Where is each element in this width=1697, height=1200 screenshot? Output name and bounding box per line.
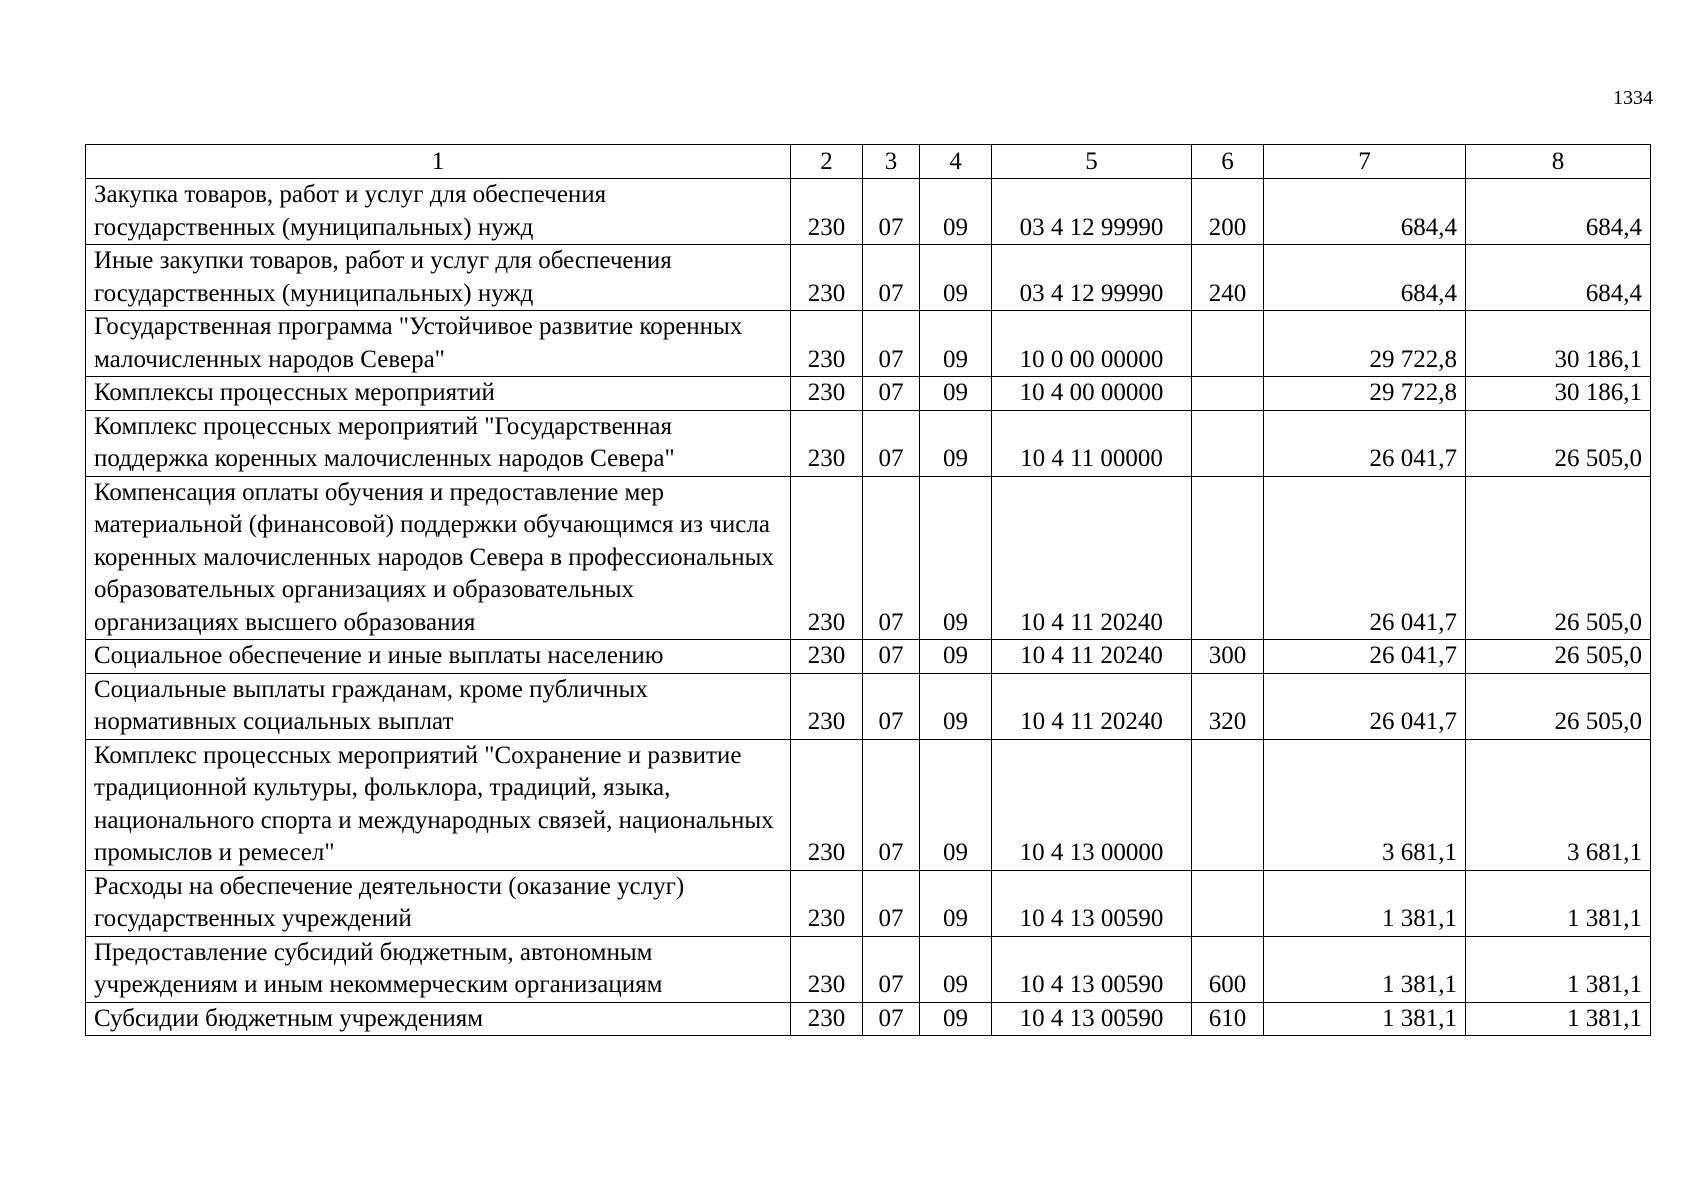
cell-col-4: 09 bbox=[920, 410, 992, 476]
cell-col-2: 230 bbox=[791, 640, 863, 674]
cell-col-6: 610 bbox=[1192, 1002, 1264, 1036]
cell-col-8: 30 186,1 bbox=[1466, 311, 1651, 377]
cell-col-7: 1 381,1 bbox=[1264, 1002, 1466, 1036]
table-row bbox=[86, 1002, 1651, 1036]
cell-col-2: 230 bbox=[791, 673, 863, 739]
cell-col-2: 230 bbox=[791, 179, 863, 245]
cell-col-8: 684,4 bbox=[1466, 245, 1651, 311]
cell-col-7: 3 681,1 bbox=[1264, 739, 1466, 870]
cell-col-7: 26 041,7 bbox=[1264, 476, 1466, 640]
header-row bbox=[86, 145, 1651, 179]
cell-col-3: 07 bbox=[863, 739, 920, 870]
cell-col-6 bbox=[1192, 311, 1264, 377]
column-header-1: 1 bbox=[86, 145, 791, 179]
cell-col-8: 1 381,1 bbox=[1466, 936, 1651, 1002]
cell-col-3: 07 bbox=[863, 311, 920, 377]
cell-col-5: 03 4 12 99990 bbox=[992, 245, 1192, 311]
cell-col-4: 09 bbox=[920, 936, 992, 1002]
cell-col-5: 10 4 13 00000 bbox=[992, 739, 1192, 870]
budget-table bbox=[85, 144, 1651, 1036]
cell-col-7: 29 722,8 bbox=[1264, 311, 1466, 377]
row-name: Субсидии бюджетным учреждениям bbox=[86, 1002, 791, 1036]
cell-col-5: 10 4 13 00590 bbox=[992, 1002, 1192, 1036]
cell-col-4: 09 bbox=[920, 476, 992, 640]
row-name: Предоставление субсидий бюджетным, автономным учреждениям и иным некоммерческим организациям bbox=[86, 936, 791, 1002]
cell-col-5: 10 4 11 20240 bbox=[992, 673, 1192, 739]
table-header bbox=[86, 145, 1651, 179]
table-row bbox=[86, 179, 1651, 245]
cell-col-8: 1 381,1 bbox=[1466, 870, 1651, 936]
table-row bbox=[86, 476, 1651, 640]
cell-col-3: 07 bbox=[863, 673, 920, 739]
cell-col-6 bbox=[1192, 739, 1264, 870]
cell-col-8: 1 381,1 bbox=[1466, 1002, 1651, 1036]
cell-col-5: 10 4 13 00590 bbox=[992, 936, 1192, 1002]
cell-col-4: 09 bbox=[920, 1002, 992, 1036]
cell-col-2: 230 bbox=[791, 739, 863, 870]
cell-col-4: 09 bbox=[920, 179, 992, 245]
table-body bbox=[86, 179, 1651, 1036]
cell-col-3: 07 bbox=[863, 870, 920, 936]
cell-col-2: 230 bbox=[791, 870, 863, 936]
cell-col-6 bbox=[1192, 410, 1264, 476]
cell-col-5: 03 4 12 99990 bbox=[992, 179, 1192, 245]
table-row bbox=[86, 640, 1651, 674]
cell-col-7: 26 041,7 bbox=[1264, 410, 1466, 476]
cell-col-3: 07 bbox=[863, 936, 920, 1002]
cell-col-2: 230 bbox=[791, 1002, 863, 1036]
column-header-3: 3 bbox=[863, 145, 920, 179]
row-name: Государственная программа "Устойчивое развитие коренных малочисленных народов Севера" bbox=[86, 311, 791, 377]
cell-col-4: 09 bbox=[920, 739, 992, 870]
cell-col-4: 09 bbox=[920, 377, 992, 411]
cell-col-6: 300 bbox=[1192, 640, 1264, 674]
cell-col-4: 09 bbox=[920, 673, 992, 739]
column-header-6: 6 bbox=[1192, 145, 1264, 179]
table-row bbox=[86, 870, 1651, 936]
column-header-2: 2 bbox=[791, 145, 863, 179]
cell-col-6 bbox=[1192, 476, 1264, 640]
cell-col-2: 230 bbox=[791, 311, 863, 377]
cell-col-6: 240 bbox=[1192, 245, 1264, 311]
cell-col-4: 09 bbox=[920, 245, 992, 311]
cell-col-7: 26 041,7 bbox=[1264, 673, 1466, 739]
cell-col-2: 230 bbox=[791, 410, 863, 476]
cell-col-3: 07 bbox=[863, 476, 920, 640]
row-name: Комплекс процессных мероприятий "Государственная поддержка коренных малочисленных народов Севера" bbox=[86, 410, 791, 476]
column-header-4: 4 bbox=[920, 145, 992, 179]
cell-col-8: 26 505,0 bbox=[1466, 640, 1651, 674]
cell-col-2: 230 bbox=[791, 476, 863, 640]
cell-col-8: 26 505,0 bbox=[1466, 410, 1651, 476]
cell-col-7: 684,4 bbox=[1264, 179, 1466, 245]
cell-col-3: 07 bbox=[863, 179, 920, 245]
cell-col-8: 684,4 bbox=[1466, 179, 1651, 245]
cell-col-5: 10 0 00 00000 bbox=[992, 311, 1192, 377]
table-row bbox=[86, 739, 1651, 870]
cell-col-7: 1 381,1 bbox=[1264, 870, 1466, 936]
cell-col-6 bbox=[1192, 870, 1264, 936]
row-name: Иные закупки товаров, работ и услуг для обеспечения государственных (муниципальных) нужд bbox=[86, 245, 791, 311]
row-name: Закупка товаров, работ и услуг для обеспечения государственных (муниципальных) нужд bbox=[86, 179, 791, 245]
row-name: Комплекс процессных мероприятий "Сохранение и развитие традиционной культуры, фольклора, традиций, языка, национального спорта и международных связей, национальных промыслов и ремесел" bbox=[86, 739, 791, 870]
cell-col-8: 3 681,1 bbox=[1466, 739, 1651, 870]
cell-col-2: 230 bbox=[791, 245, 863, 311]
row-name: Социальные выплаты гражданам, кроме публичных нормативных социальных выплат bbox=[86, 673, 791, 739]
cell-col-7: 26 041,7 bbox=[1264, 640, 1466, 674]
column-header-7: 7 bbox=[1264, 145, 1466, 179]
cell-col-8: 30 186,1 bbox=[1466, 377, 1651, 411]
row-name: Комплексы процессных мероприятий bbox=[86, 377, 791, 411]
column-header-8: 8 bbox=[1466, 145, 1651, 179]
cell-col-5: 10 4 00 00000 bbox=[992, 377, 1192, 411]
cell-col-7: 684,4 bbox=[1264, 245, 1466, 311]
cell-col-5: 10 4 11 20240 bbox=[992, 640, 1192, 674]
table-row bbox=[86, 245, 1651, 311]
cell-col-6: 200 bbox=[1192, 179, 1264, 245]
row-name: Компенсация оплаты обучения и предоставление мер материальной (финансовой) поддержки обучающимся из числа коренных малочисленных народов Севера в профессиональных образовательных организациях и образовательных организациях высшего образования bbox=[86, 476, 791, 640]
cell-col-6 bbox=[1192, 377, 1264, 411]
cell-col-7: 29 722,8 bbox=[1264, 377, 1466, 411]
cell-col-3: 07 bbox=[863, 377, 920, 411]
cell-col-8: 26 505,0 bbox=[1466, 673, 1651, 739]
table-row bbox=[86, 673, 1651, 739]
column-header-5: 5 bbox=[992, 145, 1192, 179]
table-row bbox=[86, 311, 1651, 377]
cell-col-3: 07 bbox=[863, 245, 920, 311]
cell-col-5: 10 4 13 00590 bbox=[992, 870, 1192, 936]
row-name: Социальное обеспечение и иные выплаты населению bbox=[86, 640, 791, 674]
cell-col-5: 10 4 11 00000 bbox=[992, 410, 1192, 476]
cell-col-3: 07 bbox=[863, 410, 920, 476]
cell-col-2: 230 bbox=[791, 377, 863, 411]
cell-col-6: 320 bbox=[1192, 673, 1264, 739]
cell-col-4: 09 bbox=[920, 640, 992, 674]
table-row bbox=[86, 936, 1651, 1002]
cell-col-4: 09 bbox=[920, 311, 992, 377]
cell-col-4: 09 bbox=[920, 870, 992, 936]
cell-col-2: 230 bbox=[791, 936, 863, 1002]
cell-col-3: 07 bbox=[863, 1002, 920, 1036]
cell-col-8: 26 505,0 bbox=[1466, 476, 1651, 640]
row-name: Расходы на обеспечение деятельности (оказание услуг) государственных учреждений bbox=[86, 870, 791, 936]
table-row bbox=[86, 377, 1651, 411]
table-row bbox=[86, 410, 1651, 476]
cell-col-5: 10 4 11 20240 bbox=[992, 476, 1192, 640]
cell-col-7: 1 381,1 bbox=[1264, 936, 1466, 1002]
cell-col-3: 07 bbox=[863, 640, 920, 674]
page-number: 1334 bbox=[1613, 87, 1653, 109]
cell-col-6: 600 bbox=[1192, 936, 1264, 1002]
